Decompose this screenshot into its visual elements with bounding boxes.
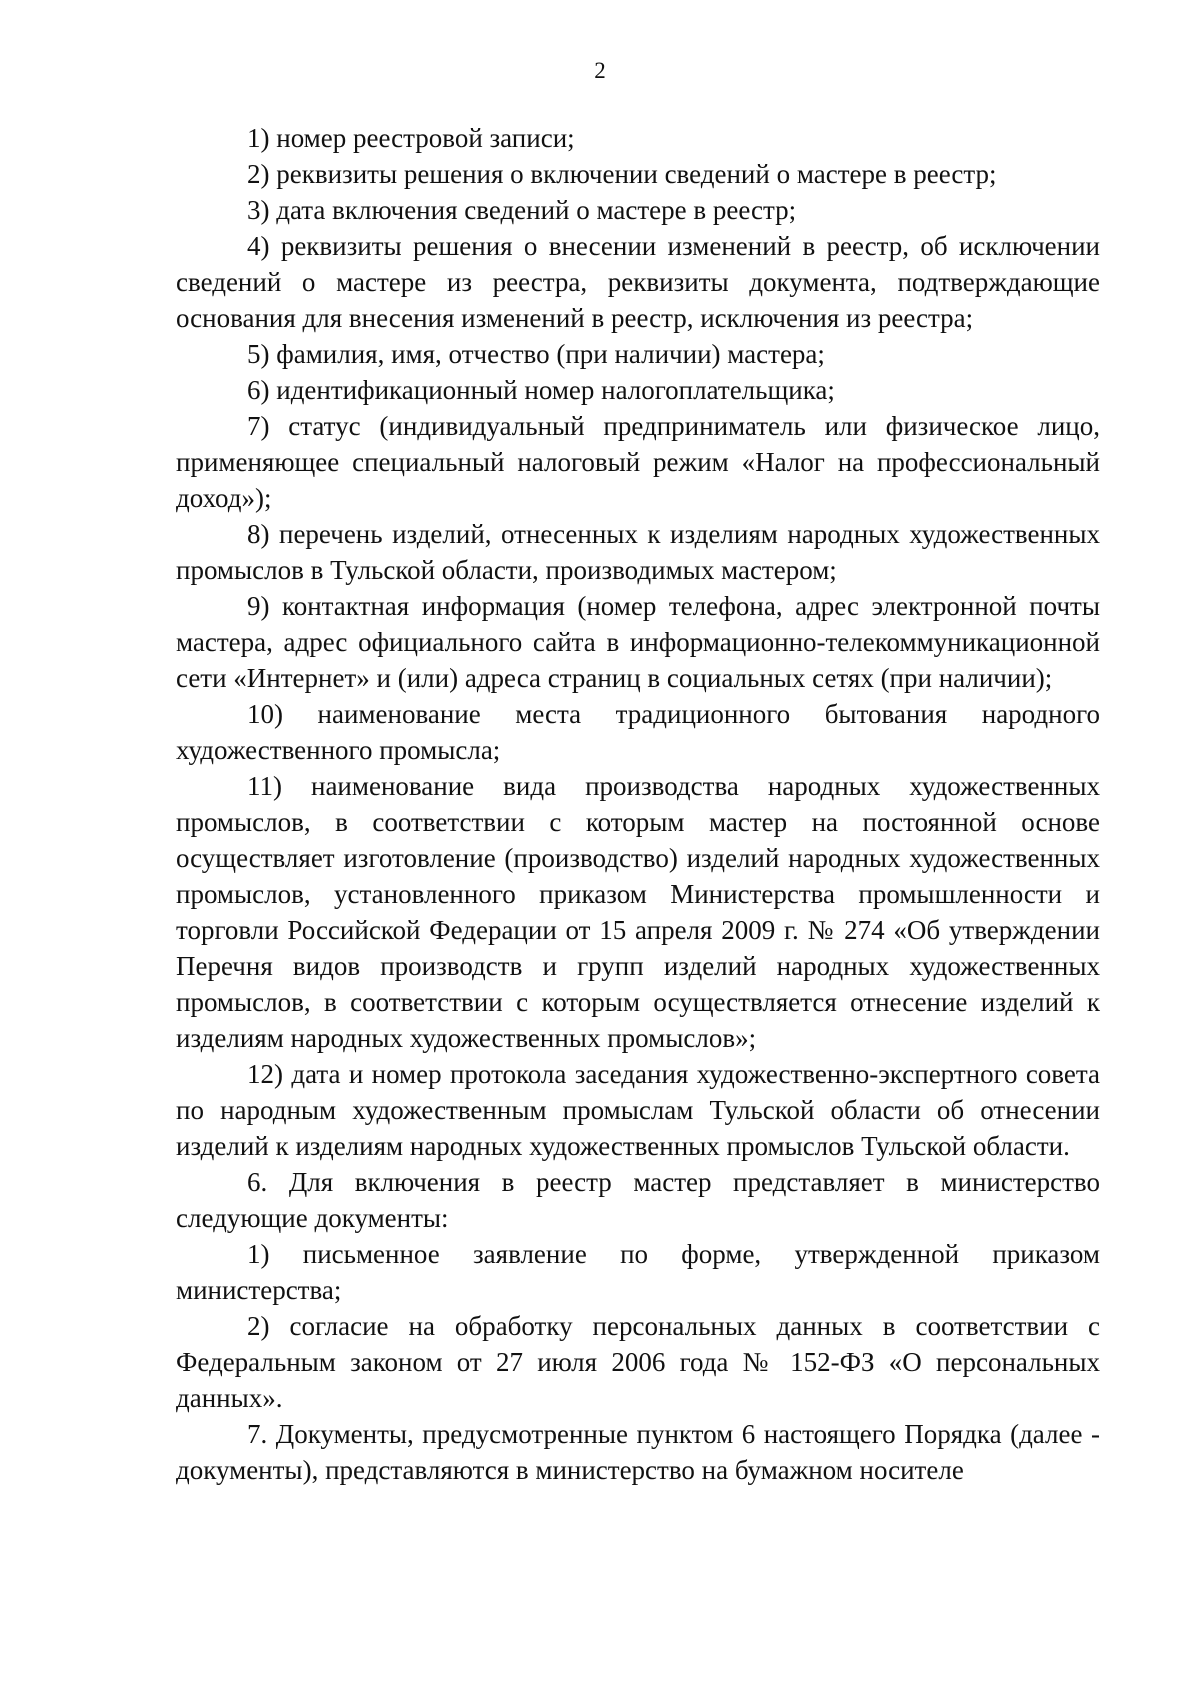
document-body xyxy=(176,120,1100,1488)
paragraph-item-10: 10) наименование места традиционного бытования народного художественного промысла; xyxy=(176,699,1100,765)
paragraph-item-6: 6) идентификационный номер налогоплательщика; xyxy=(247,375,835,405)
paragraph-item-3: 3) дата включения сведений о мастере в реестр; xyxy=(247,195,797,225)
paragraph-item-9: 9) контактная информация (номер телефона, адрес электронной почты мастера, адрес официального сайта в информационно-телекоммуникационной сети «Интернет» и (или) адреса страниц в социальных сетях (при наличии); xyxy=(176,591,1100,693)
paragraph-clause-7: 7. Документы, предусмотренные пунктом 6 настоящего Порядка (далее - документы), представляются в министерство на бумажном носителе xyxy=(176,1419,1100,1485)
paragraph-item-11: 11) наименование вида производства народных художественных промыслов, в соответствии с которым мастер на постоянной основе осуществляет изготовление (производство) изделий народных художественных промыслов, установленного приказом Министерства промышленности и торговли Российской Федерации от 15 апреля 2009 г. № 274 «Об утверждении Перечня видов производств и групп изделий народных художественных промыслов, в соответствии с которым осуществляется отнесение изделий к изделиям народных художественных промыслов»; xyxy=(176,771,1100,1053)
paragraph-item-12: 12) дата и номер протокола заседания художественно-экспертного совета по народным художественным промыслам Тульской области об отнесении изделий к изделиям народных художественных промыслов Тульской области. xyxy=(176,1059,1100,1161)
paragraph-item-5: 5) фамилия, имя, отчество (при наличии) мастера; xyxy=(247,339,825,369)
paragraph-clause-6-item-1: 1) письменное заявление по форме, утвержденной приказом министерства; xyxy=(176,1239,1100,1305)
paragraph-item-1: 1) номер реестровой записи; xyxy=(247,123,575,153)
paragraph-item-7: 7) статус (индивидуальный предприниматель или физическое лицо, применяющее специальный налоговый режим «Налог на профессиональный доход»); xyxy=(176,411,1100,513)
paragraph-clause-6-item-2: 2) согласие на обработку персональных данных в соответствии с Федеральным законом от 27 июля 2006 года № 152-ФЗ «О персональных данных». xyxy=(176,1311,1100,1413)
paragraph-clause-6: 6. Для включения в реестр мастер представляет в министерство следующие документы: xyxy=(176,1167,1100,1233)
paragraph-item-8: 8) перечень изделий, отнесенных к изделиям народных художественных промыслов в Тульской области, производимых мастером; xyxy=(176,519,1100,585)
page-number: 2 xyxy=(594,58,606,83)
paragraph-item-4: 4) реквизиты решения о внесении изменений в реестр, об исключении сведений о мастере из реестра, реквизиты документа, подтверждающие основания для внесения изменений в реестр, исключения из реестра; xyxy=(176,231,1100,333)
paragraph-item-2: 2) реквизиты решения о включении сведений о мастере в реестр; xyxy=(247,159,997,189)
